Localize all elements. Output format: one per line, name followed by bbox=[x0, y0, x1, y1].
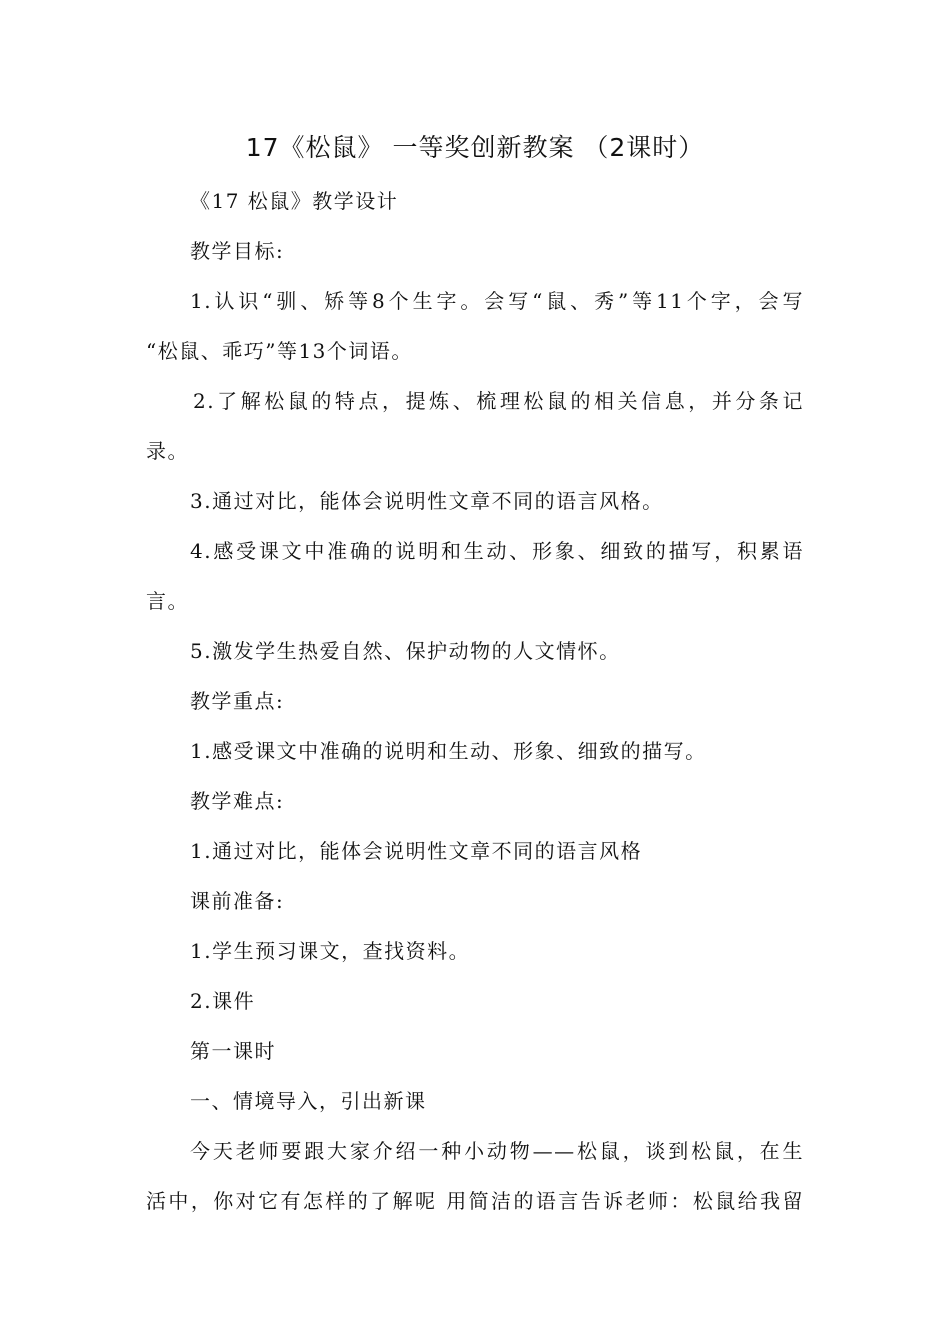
paragraph-line: 3.通过对比，能体会说明性文章不同的语言风格。 bbox=[190, 489, 664, 513]
document-title: 17《松鼠》 一等奖创新教案 （2课时） bbox=[245, 133, 705, 162]
section-heading: 教学目标: bbox=[190, 239, 285, 263]
section-heading: 教学重点: bbox=[190, 689, 285, 713]
paragraph-line: 4.感受课文中准确的说明和生动、形象、细致的描写，积累语 bbox=[190, 539, 804, 563]
paragraph-line: 《17 松鼠》教学设计 bbox=[190, 189, 399, 213]
section-heading: 第一课时 bbox=[190, 1039, 276, 1063]
section-heading: 一、情境导入，引出新课 bbox=[190, 1089, 427, 1113]
paragraph-line: 录。 bbox=[146, 439, 189, 463]
paragraph-line: 活中，你对它有怎样的了解呢 用简洁的语言告诉老师：松鼠给我留 bbox=[146, 1189, 804, 1213]
paragraph-line: 1.感受课文中准确的说明和生动、形象、细致的描写。 bbox=[190, 739, 707, 763]
paragraph-line: 1.认识“驯、矫等8个生字。会写“鼠、秀”等11个字，会写 bbox=[190, 289, 804, 313]
paragraph-line: 5.激发学生热爱自然、保护动物的人文情怀。 bbox=[190, 639, 621, 663]
paragraph-line: 言。 bbox=[146, 589, 189, 613]
paragraph-line: “松鼠、乖巧”等13个词语。 bbox=[146, 339, 413, 363]
paragraph-line: 2.课件 bbox=[190, 989, 256, 1013]
section-heading: 教学难点: bbox=[190, 789, 285, 813]
paragraph-line: 1.通过对比，能体会说明性文章不同的语言风格 bbox=[190, 839, 643, 863]
paragraph-line: 2.了解松鼠的特点，提炼、梳理松鼠的相关信息，并分条记 bbox=[193, 389, 804, 413]
paragraph-line: 1.学生预习课文，查找资料。 bbox=[190, 939, 471, 963]
section-heading: 课前准备: bbox=[190, 889, 285, 913]
paragraph-line: 今天老师要跟大家介绍一种小动物——松鼠，谈到松鼠，在生 bbox=[190, 1139, 804, 1163]
